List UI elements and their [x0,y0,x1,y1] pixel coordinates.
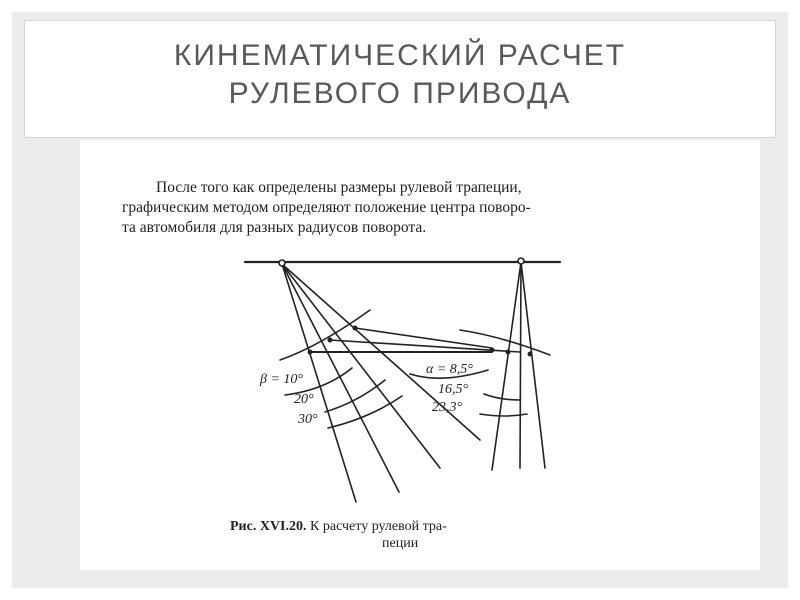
caption-line-2: пеции [382,536,419,551]
paragraph-line-2: графическим методом определяют положение центра поворо- [122,199,531,216]
alpha-label-2: 16,5° [438,382,469,397]
beta-label-2: 20° [294,392,314,407]
left-ray-3 [282,264,440,468]
right-pivot-point [518,258,524,264]
left-pivot-point [279,260,285,266]
beta-arc-3 [328,396,402,428]
paragraph-line-1: После того как определены размеры рулевой трапеции, [156,179,522,196]
title-panel [24,20,776,138]
caption-line-1: К расчету рулевой тра- [310,519,447,534]
right-ray-1 [492,262,521,470]
paragraph-line-3: та автомобиля для разных радиусов поворота. [122,219,427,236]
right-ray-2 [520,262,521,468]
beta-label-1: β = 10° [260,372,304,387]
slide-title-line-1: КИНЕМАТИЧЕСКИЙ РАСЧЕТ [173,39,627,72]
slide-title [25,37,775,113]
scanned-figure [80,140,760,570]
slide-title-line-2: РУЛЕВОГО ПРИВОДА [228,77,572,110]
alpha-label-3: 23,3° [432,400,463,415]
beta-label-3: 30° [298,412,318,427]
alpha-label-1: α = 8,5° [426,362,473,377]
alpha-arc-3 [480,414,527,416]
caption-number: Рис. XVI.20. [230,519,307,534]
tie-rod-position-2 [355,328,492,348]
steering-trapezoid-diagram [80,140,760,570]
right-ray-3 [521,262,545,468]
figure-caption [230,518,570,552]
